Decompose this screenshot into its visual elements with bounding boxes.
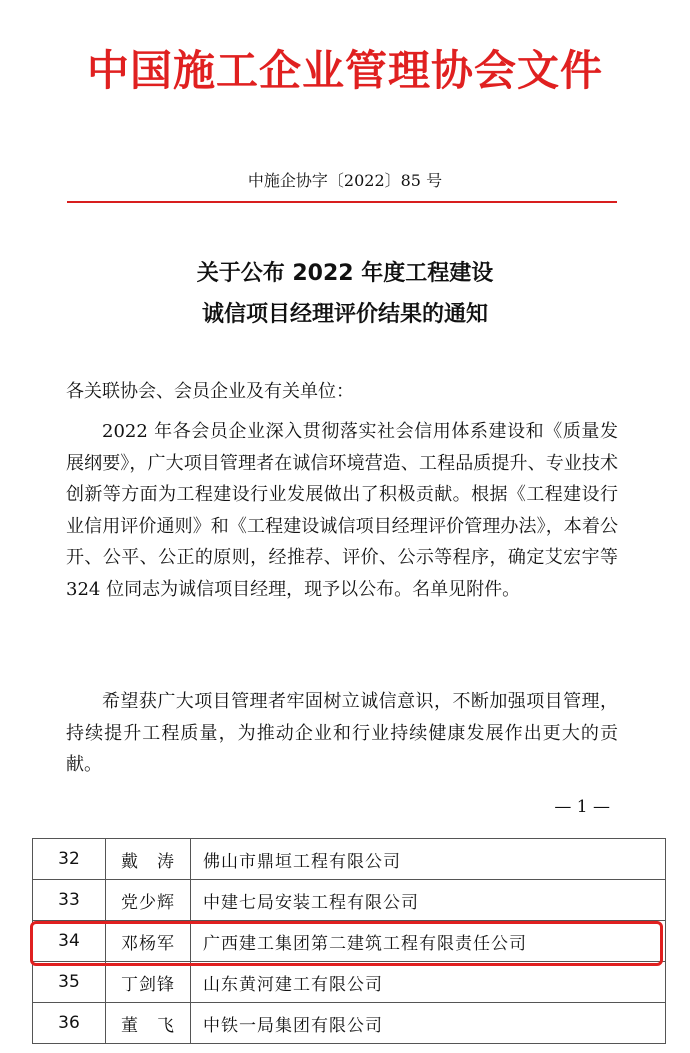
notice-title-line-2: 诚信项目经理评价结果的通知 bbox=[201, 302, 488, 327]
company-name: 广西建工集团第二建筑工程有限责任公司 bbox=[191, 921, 666, 962]
person-name: 丁剑锋 bbox=[106, 962, 191, 1003]
company-name: 中铁一局集团有限公司 bbox=[191, 1003, 666, 1044]
person-name: 党少辉 bbox=[106, 880, 191, 921]
person-name: 董 飞 bbox=[106, 1003, 191, 1044]
company-name: 山东黄河建工有限公司 bbox=[191, 962, 666, 1003]
company-name: 佛山市鼎垣工程有限公司 bbox=[191, 839, 666, 880]
company-name: 中建七局安装工程有限公司 bbox=[191, 880, 666, 921]
table-row bbox=[33, 1003, 666, 1044]
document-number: 中施企协字〔2022〕85 号 bbox=[247, 171, 443, 190]
document-header-title: 中国施工企业管理协会文件 bbox=[86, 46, 603, 95]
row-number: 35 bbox=[33, 962, 106, 1003]
table-row bbox=[33, 880, 666, 921]
row-number: 34 bbox=[33, 921, 106, 962]
body-paragraph-1: 2022 年各会员企业深入贯彻落实社会信用体系建设和《质量发展纲要》，广大项目管理者在诚信环境营造、工程品质提升、专业技术创新等方面为工程建设行业发展做出了积极贡献。根据《工程建设行业信用评价通则》和《工程建设诚信项目经理评价管理办法》，本着公开、公平、公正的原则，经推荐、评价、公示等程序，确定艾宏宇等 324 位同志为诚信项目经理，现予以公布。名单见附件。 bbox=[66, 421, 618, 600]
body-paragraph-2: 希望获广大项目管理者牢固树立诚信意识，不断加强项目管理，持续提升工程质量，为推动企业和行业持续健康发展作出更大的贡献。 bbox=[66, 691, 618, 775]
red-divider-line bbox=[67, 201, 617, 203]
row-number: 33 bbox=[33, 880, 106, 921]
page-number: — 1 — bbox=[554, 797, 610, 817]
salutation: 各关联协会、会员企业及有关单位： bbox=[66, 381, 354, 402]
table-row-highlighted bbox=[33, 921, 666, 962]
table-row bbox=[33, 962, 666, 1003]
row-number: 32 bbox=[33, 839, 106, 880]
notice-title-line-1: 关于公布 2022 年度工程建设 bbox=[196, 261, 494, 286]
person-name: 邓杨军 bbox=[106, 921, 191, 962]
person-name: 戴 涛 bbox=[106, 839, 191, 880]
row-number: 36 bbox=[33, 1003, 106, 1044]
table-row bbox=[33, 839, 666, 880]
project-manager-list-table bbox=[32, 838, 666, 1044]
